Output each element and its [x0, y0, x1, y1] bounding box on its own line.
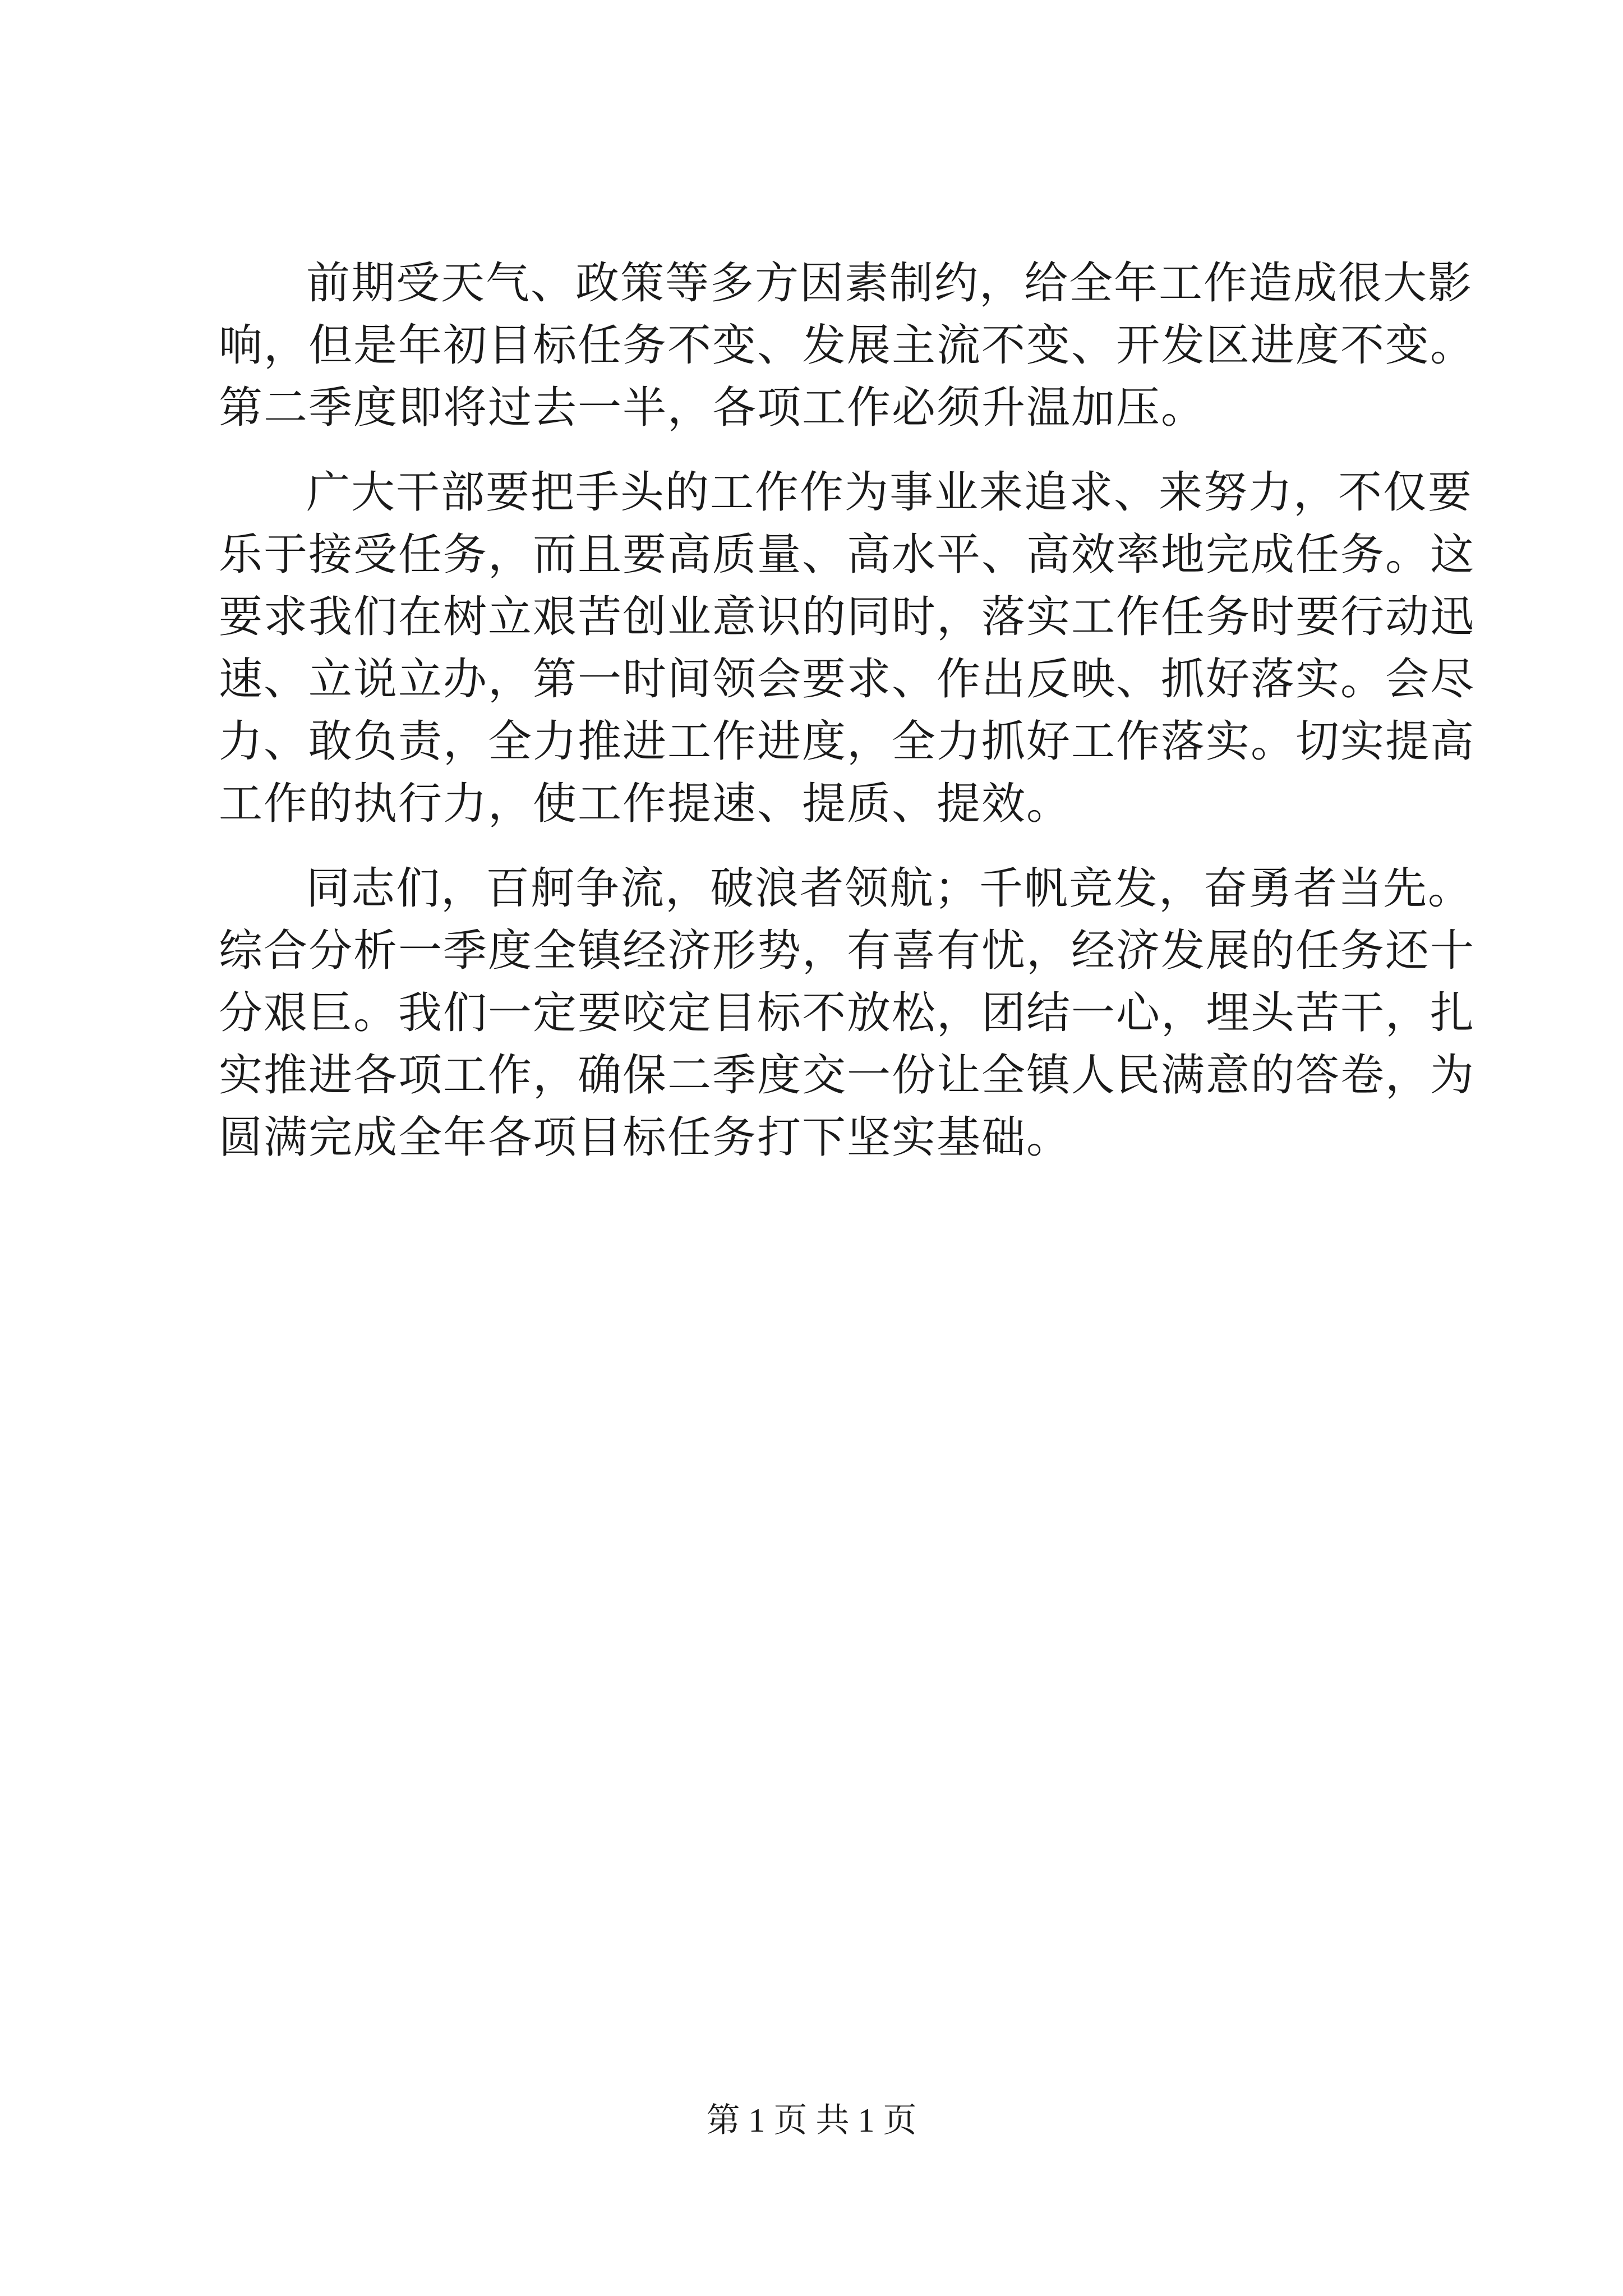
text-line: 工作的执行力，使工作提速、提质、提效。: [219, 779, 1072, 829]
text-line: 广大干部要把手头的工作作为事业来追求、来努力，不仅要: [306, 467, 1473, 518]
text-line: 乐于接受任务，而且要高质量、高水平、高效率地完成任务。这: [219, 530, 1476, 580]
text-line: 要求我们在树立艰苦创业意识的同时，落实工作任务时要行动迅: [219, 592, 1476, 642]
text-line: 同志们，百舸争流，破浪者领航；千帆竞发，奋勇者当先。: [306, 863, 1473, 914]
text-line: 前期受天气、政策等多方因素制约，给全年工作造成很大影: [306, 258, 1473, 309]
document-body: [219, 252, 1476, 1169]
page-number-label: 第 1 页 共 1 页: [706, 2102, 917, 2139]
text-line: 力、敢负责，全力推进工作进度，全力抓好工作落实。切实提高: [219, 716, 1476, 767]
paragraph-spacer: [219, 835, 1413, 858]
text-line: 速、立说立办，第一时间领会要求、作出反映、抓好落实。会尽: [219, 654, 1476, 705]
paragraph-spacer: [219, 439, 1413, 462]
paragraph: [219, 858, 1476, 1169]
paragraph: [219, 462, 1476, 835]
page-footer: [0, 2098, 1623, 2143]
text-line: 第二季度即将过去一半，各项工作必须升温加压。: [219, 383, 1206, 433]
text-line: 分艰巨。我们一定要咬定目标不放松，团结一心，埋头苦干，扎: [219, 988, 1476, 1038]
text-line: 实推进各项工作，确保二季度交一份让全镇人民满意的答卷，为: [219, 1050, 1476, 1101]
text-line: 圆满完成全年各项目标任务打下坚实基础。: [219, 1112, 1072, 1163]
text-line: 综合分析一季度全镇经济形势，有喜有忧，经济发展的任务还十: [219, 926, 1476, 976]
text-line: 响，但是年初目标任务不变、发展主流不变、开发区进度不变。: [219, 320, 1476, 371]
paragraph: [219, 252, 1476, 439]
